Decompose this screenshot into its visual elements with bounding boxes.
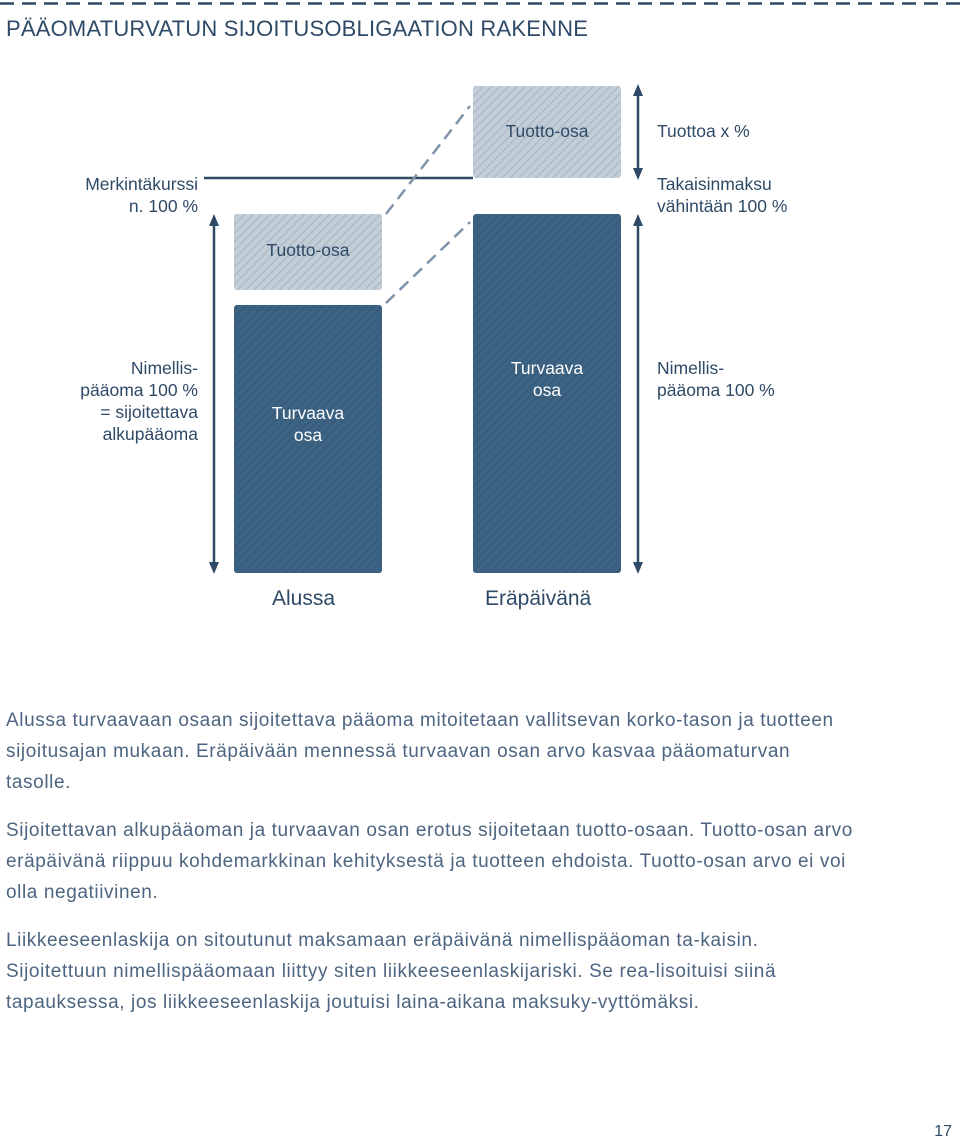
end-return-bar-label: Tuotto-osa bbox=[505, 121, 589, 141]
nominal-start-label: Nimellis- pääoma 100 % = sijoitettava alkupääoma bbox=[80, 358, 198, 444]
top-dashed-rule bbox=[0, 2, 960, 5]
paragraph-2: Sijoitettavan alkupääoman ja turvaavan osan erotus sijoitetaan tuotto-osaan. Tuotto-osan arvo eräpäivänä riippuu kohdemarkkinan kehityksestä ja tuotteen ehdoista. Tuotto-osan arvo ei voi olla negatiivinen. bbox=[6, 820, 853, 903]
x-label-alussa: Alussa bbox=[272, 587, 336, 610]
start-safe-bar-label: Turvaava osa bbox=[271, 403, 345, 445]
paragraph-3: Liikkeeseenlaskija on sitoutunut maksamaan eräpäivänä nimellispääoman ta-kaisin. Sijoitettuun nimellispääomaan liittyy siten liikkeeseenlaskijariski. Se rea-lisoituisi siinä tapauksessa, jos liikkeeseenlaskija joutuisi laina-aikana maksuky-vyttömäksi. bbox=[6, 930, 777, 1013]
return-label: Tuottoa x % bbox=[657, 121, 750, 141]
nominal-end-label: Nimellis- pääoma 100 % bbox=[657, 358, 775, 400]
issue-price-label: Merkintäkurssi n. 100 % bbox=[85, 174, 198, 216]
start-return-bar-label: Tuotto-osa bbox=[266, 240, 350, 260]
page-title: PÄÄOMATURVATUN SIJOITUSOBLIGAATION RAKENNE bbox=[6, 16, 589, 41]
x-label-erapaivana: Eräpäivänä bbox=[485, 587, 592, 610]
paragraph-1: Alussa turvaavaan osaan sijoitettava pääoma mitoitetaan vallitsevan korko-tason ja tuotteen sijoitusajan mukaan. Eräpäivään mennessä turvaavan osan arvo kasvaa pääomaturvan tasolle. bbox=[6, 710, 834, 793]
issue-price-line bbox=[202, 178, 473, 203]
connector-dash-lower bbox=[386, 222, 470, 303]
page-number: 17 bbox=[934, 1123, 952, 1140]
connector-dash-upper bbox=[386, 106, 470, 214]
structure-diagram bbox=[0, 70, 960, 630]
end-safe-bar-label: Turvaava osa bbox=[510, 358, 584, 400]
repayment-label: Takaisinmaksu vähintään 100 % bbox=[657, 174, 788, 216]
